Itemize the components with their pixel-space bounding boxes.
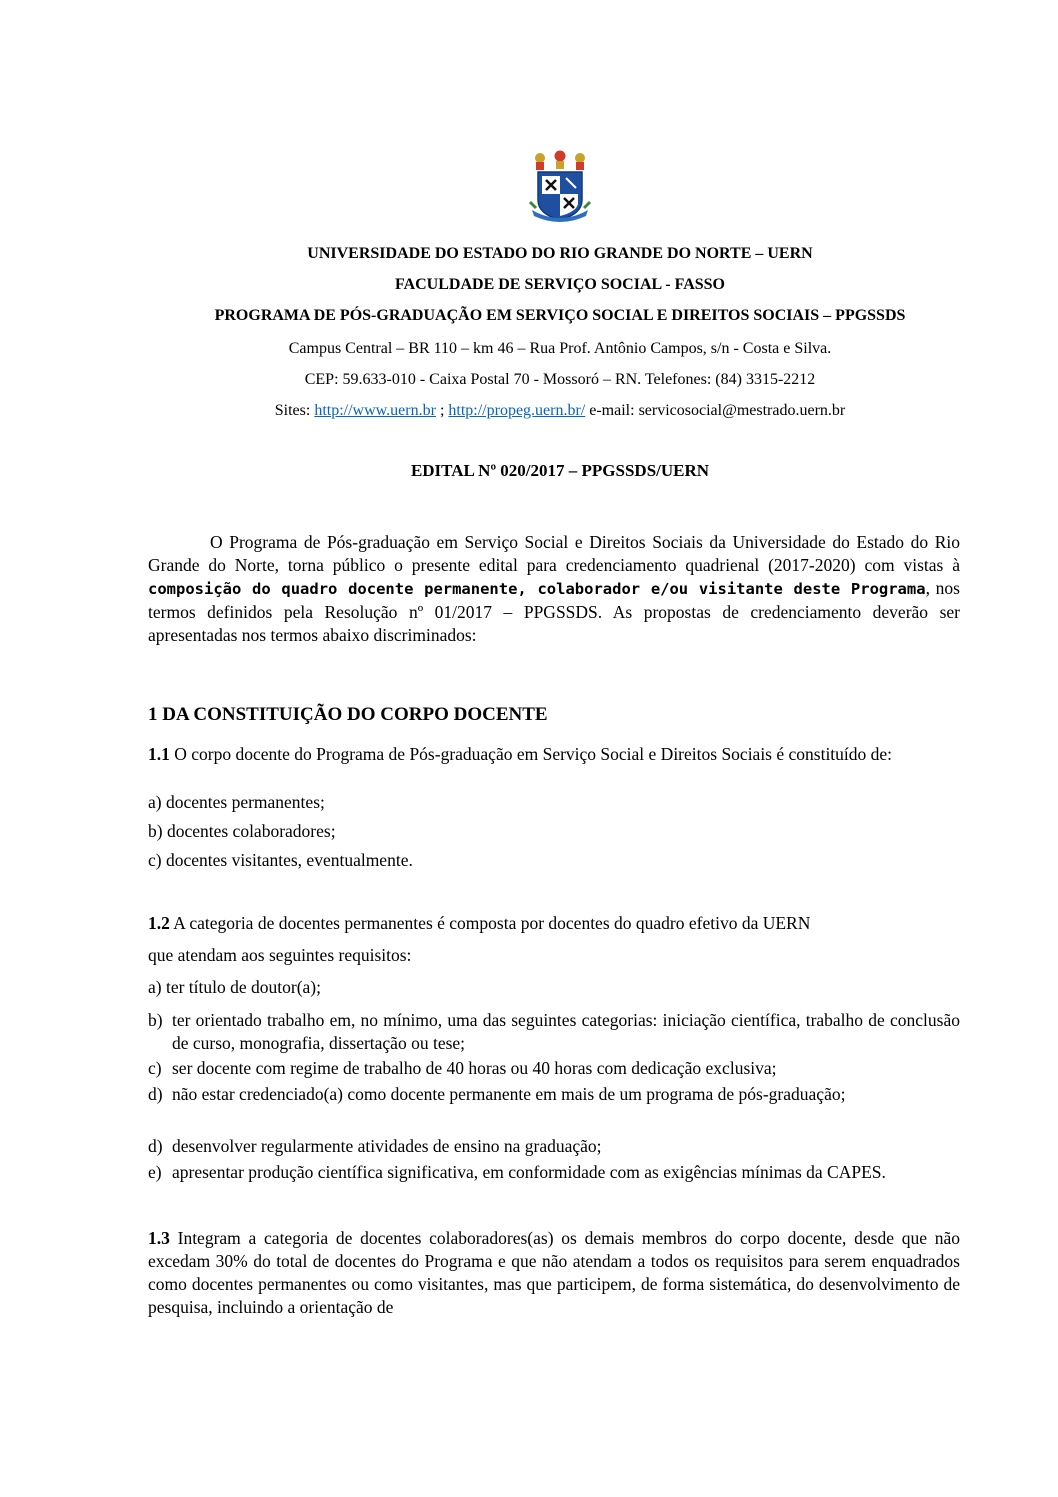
- propeg-site-link[interactable]: http://propeg.uern.br/: [448, 402, 586, 419]
- list-item: [148, 1009, 960, 1055]
- sites-separator: ;: [435, 402, 449, 419]
- list-item-marker: b): [148, 1010, 163, 1030]
- paragraph-1-2-number: 1.2: [148, 913, 170, 933]
- intro-text-2: , nos termos definidos pela Resolução nº 01/2017 – PPGSSDS. As propostas de credenciamento deverão ser apresentadas nos termos abaixo discriminados:: [148, 578, 960, 645]
- intro-bold-text: composição do quadro docente permanente, colaborador e/ou visitante deste Programa: [148, 580, 926, 598]
- list-item-text: ter orientado trabalho em, no mínimo, uma das seguintes categorias: iniciação científica, trabalho de conclusão de curso, monografia, dissertação ou tese;: [172, 1010, 960, 1053]
- program-name: PROGRAMA DE PÓS-GRADUAÇÃO EM SERVIÇO SOCIAL E DIREITOS SOCIAIS – PPGSSDS: [214, 307, 906, 324]
- intro-paragraph: [148, 531, 960, 647]
- list-item-marker: d): [148, 1136, 163, 1156]
- paragraph-1-3-number: 1.3: [148, 1228, 170, 1248]
- list-item-marker: c): [148, 1058, 162, 1078]
- list-item: c) docentes visitantes, eventualmente.: [148, 850, 413, 870]
- email-text: e-mail: servicosocial@mestrado.uern.br: [589, 402, 846, 419]
- list-item: a) docentes permanentes;: [148, 792, 325, 812]
- paragraph-1-1-number: 1.1: [148, 744, 170, 764]
- list-item: b) docentes colaboradores;: [148, 821, 336, 841]
- sites-line: [120, 401, 1000, 421]
- list-item-marker: d): [148, 1084, 163, 1104]
- list-item-text: desenvolver regularmente atividades de ensino na graduação;: [172, 1136, 602, 1156]
- faculty-name: FACULDADE DE SERVIÇO SOCIAL - FASSO: [394, 276, 725, 293]
- uern-coat-of-arms-logo: [528, 150, 592, 224]
- intro-text-1: O Programa de Pós-graduação em Serviço Social e Direitos Sociais da Universidade do Estado do Rio Grande do Norte, torna público o presente edital para credenciamento quadrienal (2017-2020) com vistas à: [148, 532, 960, 575]
- paragraph-1-2-line-2: que atendam aos seguintes requisitos:: [148, 945, 412, 965]
- list-item-text: ser docente com regime de trabalho de 40 horas ou 40 horas com dedicação exclusiva;: [172, 1058, 777, 1078]
- paragraph-1-3-text: Integram a categoria de docentes colaboradores(as) os demais membros do corpo docente, desde que não excedam 30% do total de docentes do Programa e que não atendam a todos os requisitos para serem enquadrados como docentes permanentes ou como visitantes, mas que participem, de forma sistemática, do desenvolvimento de pesquisa, incluindo a orientação de: [148, 1228, 960, 1317]
- sites-label: Sites:: [274, 402, 311, 419]
- list-item-text: apresentar produção científica significativa, em conformidade com as exigências mínimas da CAPES.: [172, 1162, 886, 1182]
- edital-title: EDITAL Nº 020/2017 – PPGSSDS/UERN: [410, 461, 710, 480]
- university-name: UNIVERSIDADE DO ESTADO DO RIO GRANDE DO NORTE – UERN: [307, 245, 813, 262]
- list-item: a) ter título de doutor(a);: [148, 977, 321, 997]
- list-item: [148, 1161, 960, 1184]
- contact-line: CEP: 59.633-010 - Caixa Postal 70 - Mossoró – RN. Telefones: (84) 3315-2212: [304, 371, 816, 388]
- list-item-text: não estar credenciado(a) como docente permanente em mais de um programa de pós-graduação;: [172, 1084, 846, 1104]
- list-item: [148, 1135, 960, 1158]
- list-item: [148, 1083, 960, 1106]
- paragraph-1-1-text: O corpo docente do Programa de Pós-graduação em Serviço Social e Direitos Sociais é constituído de:: [169, 744, 893, 764]
- paragraph-1-2-text: A categoria de docentes permanentes é composta por docentes do quadro efetivo da UERN: [169, 913, 811, 933]
- list-item-marker: e): [148, 1162, 162, 1182]
- list-item: [148, 1057, 960, 1080]
- section-1-heading: 1 DA CONSTITUIÇÃO DO CORPO DOCENTE: [148, 704, 548, 725]
- uern-site-link[interactable]: http://www.uern.br: [314, 402, 436, 419]
- paragraph-1-1: [148, 743, 960, 766]
- paragraph-1-3: [148, 1227, 960, 1319]
- address-line: Campus Central – BR 110 – km 46 – Rua Prof. Antônio Campos, s/n - Costa e Silva.: [288, 340, 832, 357]
- paragraph-1-2-line-1: [148, 912, 810, 935]
